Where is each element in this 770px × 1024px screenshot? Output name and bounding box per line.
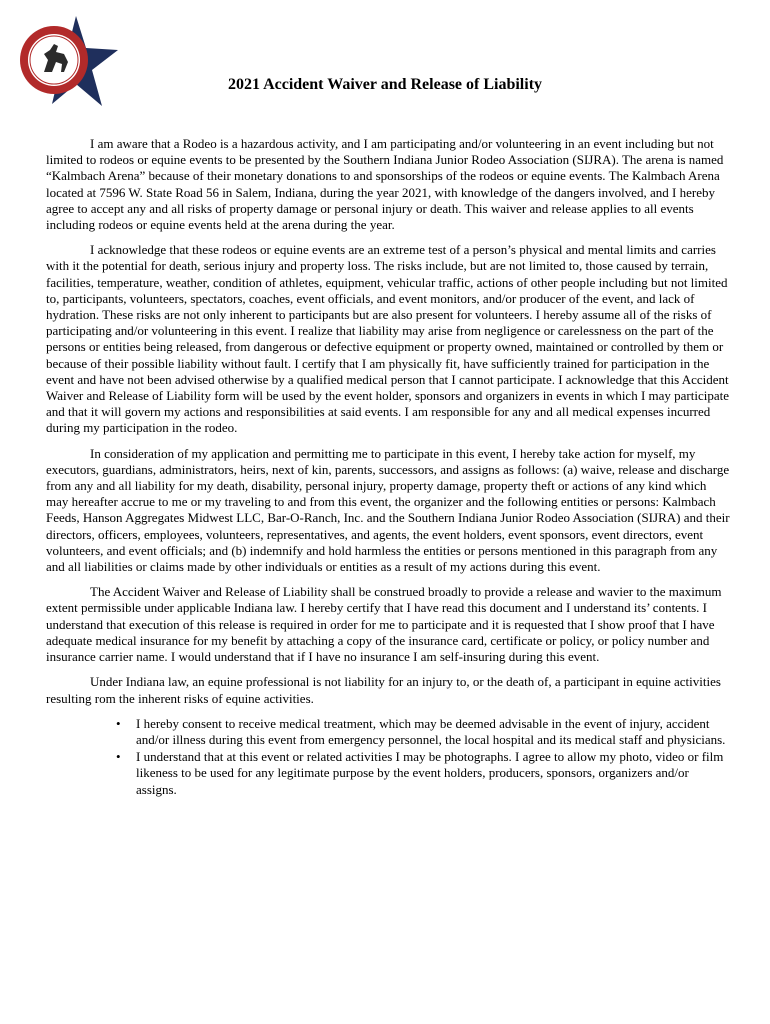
paragraph-assumption-of-risk: I am aware that a Rodeo is a hazardous activity, and I am participating and/or volunteering in an event including but not limited to rodeos or equine events to be presented by the Southern Indiana Junior Rodeo Association (SIJRA). The arena is named “Kalmbach Arena” because of their monetary donations to and sponsorships of the rodeos or equine events. The Kalmbach Arena located at 7596 W. State Road 56 in Salem, Indiana, during the year 2021, with knowledge of the dangers involved, and I hereby agree to accept any and all risks of property damage or personal injury or death. This waiver and release applies to all events including rodeos or equine events held at the arena during the year. xyxy=(46,136,724,233)
list-item xyxy=(46,716,730,748)
waiver-body xyxy=(46,136,730,799)
bullet-icon: • xyxy=(116,715,121,731)
bullet-text-photo-consent: I understand that at this event or related activities I may be photographs. I agree to allow my photo, video or film likeness to be used for any legitimate purpose by the event holders, producers, sponsors, organizers and/or assigns. xyxy=(136,749,724,797)
sijra-logo xyxy=(14,14,118,114)
document-title: 2021 Accident Waiver and Release of Liability xyxy=(227,76,543,93)
paragraph-release: In consideration of my application and permitting me to participate in this event, I hereby take action for myself, my executors, guardians, administrators, heirs, next of kin, parents, successors, and assigns as follows: (a) waive, release and discharge from any and all liability for my death, disability, personal injury, property damage, property theft or actions of any kind which may hereafter accrue to me or my traveling to and from this event, the organizer and the following entities or persons: Kalmbach Feeds, Hanson Aggregates Midwest LLC, Bar-O-Ranch, Inc. and the Southern Indiana Junior Rodeo Association (SIJRA) and their directors, officers, employees, volunteers, representatives, and agents, the event holders, event sponsors, event directors, event volunteers, and event officials; and (b) indemnify and hold harmless the entities or persons mentioned in this paragraph from any and all liabilities or claims made by other individuals or entities as a result of my actions during this event. xyxy=(46,445,730,575)
list-item xyxy=(46,749,730,798)
bullet-icon: • xyxy=(116,749,121,765)
bullet-text-medical-consent: I hereby consent to receive medical treatment, which may be deemed advisable in the event of injury, accident and/or illness during this event from emergency personnel, the local hospital and its medical staff and physicians. xyxy=(136,715,726,747)
paragraph-construction: The Accident Waiver and Release of Liability shall be construed broadly to provide a release and wavier to the maximum extent permissible under applicable Indiana law. I hereby certify that I have read this document and I understand its’ contents. I understand that execution of this release is required in order for me to participate and it is requested that I show proof that I have adequate medical insurance for my benefit by attaching a copy of the insurance card, certificate or policy, or policy number and insurance carrier name. I would understand that if I have no insurance I am self-insuring during this event. xyxy=(46,584,722,665)
paragraph-equine-law: Under Indiana law, an equine professional is not liability for an injury to, or the death of, a participant in equine activities resulting rom the inherent risks of equine activities. xyxy=(46,674,721,706)
consent-list xyxy=(46,716,730,798)
paragraph-acknowledgement: I acknowledge that these rodeos or equine events are an extreme test of a person’s physical and mental limits and carries with it the potential for death, serious injury and property loss. The risks include, but are not limited to, those caused by terrain, facilities, temperature, weather, condition of athletes, equipment, vehicular traffic, actions of other people including but not limited to, participants, volunteers, spectators, coaches, event officials, and event monitors, and/or producer of the event, and lack of hydration. These risks are not only inherent to participants but are also present for volunteers. I hereby assume all of the risks of participating and/or volunteering in this event. I realize that liability may arise from negligence or carelessness on the part of the persons or entities being released, from dangerous or defective equipment or property owned, maintained or controlled by them or because of their possible liability without fault. I certify that I am physically fit, have sufficiently trained for participation in the event and have not been advised otherwise by a qualified medical person that I cannot participate. I acknowledge that this Accident Waiver and Release of Liability form will be used by the event holder, sponsors and organizers in events in which I may participate and that it will govern my actions and responsibilities at said events. I am responsible for any and all medical expenses incurred during my participation in the rodeo. xyxy=(46,242,730,436)
